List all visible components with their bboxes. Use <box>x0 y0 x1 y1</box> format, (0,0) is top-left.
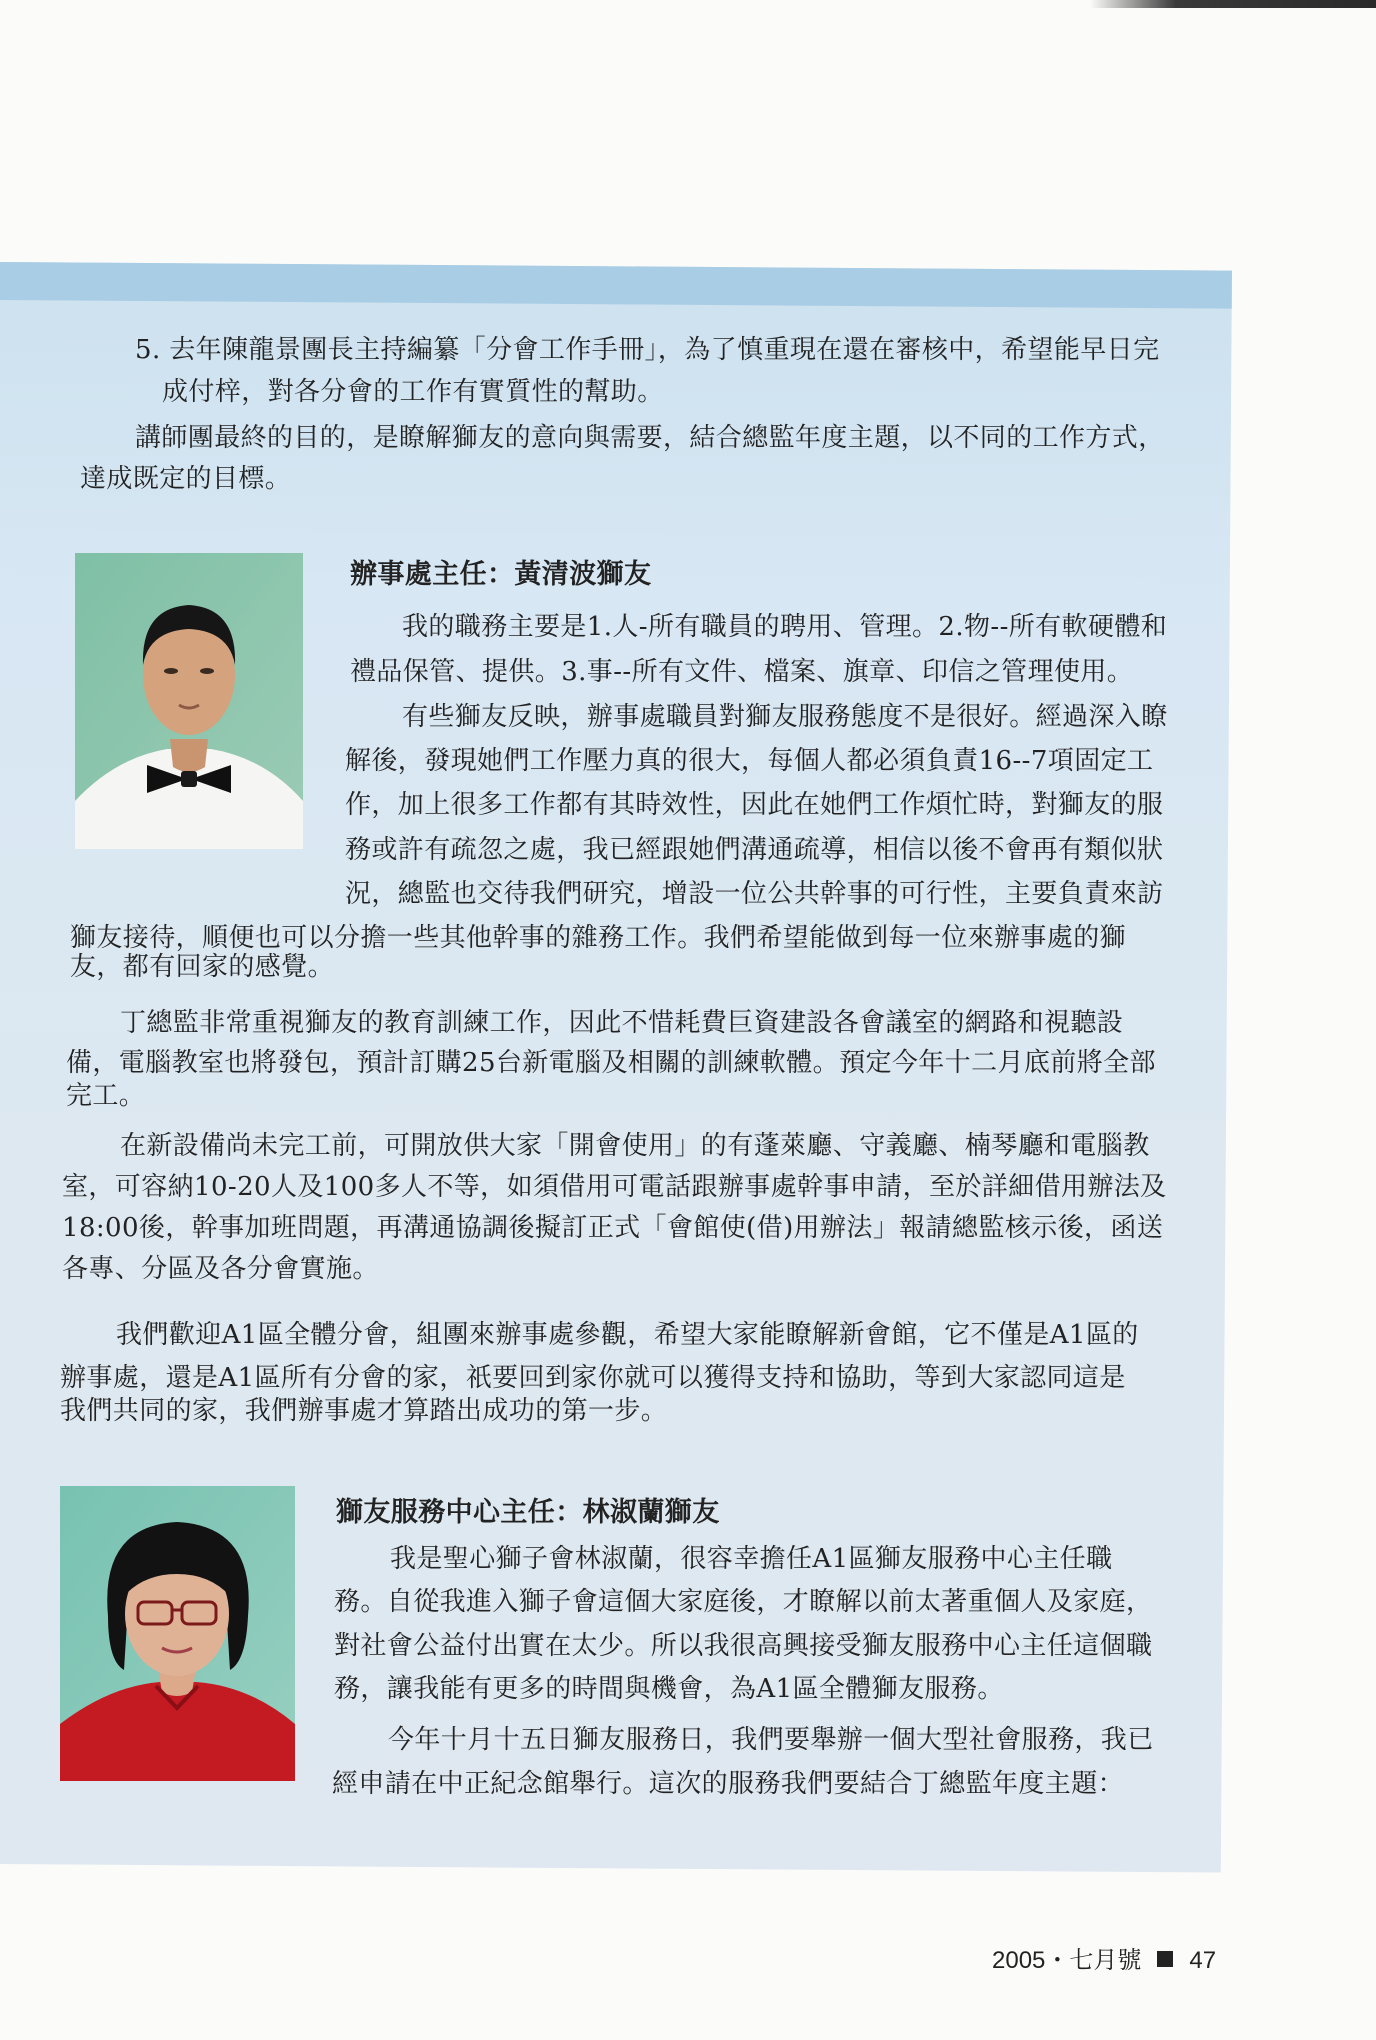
paragraph-line: 丁總監非常重視獅友的教育訓練工作，因此不惜耗費巨資建設各會議室的網路和視聽設 <box>120 1008 1124 1038</box>
paragraph-line: 經申請在中正紀念館舉行。這次的服務我們要結合丁總監年度主題： <box>332 1769 1125 1799</box>
paragraph-line: 辦事處，還是A1區所有分會的家，祇要回到家你就可以獲得支持和協助，等到大家認同這是 <box>60 1363 1126 1393</box>
paragraph-line: 在新設備尚未完工前，可開放供大家「開會使用」的有蓬萊廳、守義廳、楠琴廳和電腦教 <box>120 1131 1150 1161</box>
paragraph-line: 友，都有回家的感覺。 <box>70 952 335 982</box>
paragraph-line: 對社會公益付出實在太少。所以我很高興接受獅友服務中心主任這個職 <box>334 1631 1153 1661</box>
paragraph-line: 今年十月十五日獅友服務日，我們要舉辦一個大型社會服務，我已 <box>388 1725 1154 1755</box>
portrait-photo-lin <box>60 1486 295 1781</box>
page-footer <box>992 1940 1216 1975</box>
section-heading-office-director: 辦事處主任：黃清波獅友 <box>350 559 652 590</box>
paragraph-line: 室，可容納10-20人及100多人不等，如須借用可電話跟辦事處幹事申請，至於詳細借用辦法及 <box>62 1172 1167 1202</box>
intro-line: 達成既定的目標。 <box>80 464 292 494</box>
paragraph-line: 禮品保管、提供。3.事--所有文件、檔案、旗章、印信之管理使用。 <box>350 657 1134 687</box>
square-bullet-icon <box>1157 1951 1173 1967</box>
paragraph-line: 務，讓我能有更多的時間與機會，為A1區全體獅友服務。 <box>334 1674 1004 1704</box>
paragraph-line: 況，總監也交待我們研究，增設一位公共幹事的可行性，主要負責來訪 <box>345 879 1164 909</box>
page-number: 47 <box>1189 1947 1217 1974</box>
paragraph-line: 有些獅友反映，辦事處職員對獅友服務態度不是很好。經過深入瞭 <box>402 702 1168 732</box>
portrait-photo-huang <box>75 553 303 849</box>
paragraph-line: 我們歡迎A1區全體分會，組團來辦事處參觀，希望大家能瞭解新會館，它不僅是A1區的 <box>116 1320 1139 1350</box>
paragraph-line: 務或許有疏忽之處，我已經跟她們溝通疏導，相信以後不會再有類似狀 <box>345 835 1164 865</box>
paragraph-line: 我的職務主要是1.人-所有職員的聘用、管理。2.物--所有軟硬體和 <box>402 612 1168 642</box>
intro-line: 5. 去年陳龍景團長主持編纂「分會工作手冊」，為了慎重現在還在審核中，希望能早日完 <box>135 335 1160 365</box>
intro-line: 講師團最終的目的，是瞭解獅友的意向與需要，結合總監年度主題，以不同的工作方式， <box>135 423 1165 453</box>
paragraph-line: 備，電腦教室也將發包，預計訂購25台新電腦及相關的訓練軟體。預定今年十二月底前將全部 <box>66 1048 1156 1078</box>
paragraph-line: 解後，發現她們工作壓力真的很大，每個人都必須負責16--7項固定工 <box>345 746 1154 776</box>
paragraph-line: 完工。 <box>66 1081 146 1111</box>
paragraph-line: 作，加上很多工作都有其時效性，因此在她們工作煩忙時，對獅友的服 <box>345 790 1164 820</box>
paragraph-line: 我是聖心獅子會林淑蘭，很容幸擔任A1區獅友服務中心主任職 <box>390 1544 1113 1574</box>
intro-line: 成付梓，對各分會的工作有實質性的幫助。 <box>162 377 664 407</box>
paragraph-line: 我們共同的家，我們辦事處才算踏出成功的第一步。 <box>60 1396 668 1426</box>
section-heading-service-center-director: 獅友服務中心主任：林淑蘭獅友 <box>336 1497 720 1528</box>
paragraph-line: 18:00後，幹事加班問題，再溝通協調後擬訂正式「會館使(借)用辦法」報請總監核示後，函送 <box>62 1213 1164 1243</box>
issue-label: 2005・七月號 <box>992 1947 1142 1974</box>
paragraph-line: 獅友接待，順便也可以分擔一些其他幹事的雜務工作。我們希望能做到每一位來辦事處的獅 <box>70 923 1127 953</box>
paragraph-line: 各專、分區及各分會實施。 <box>62 1254 379 1284</box>
paragraph-line: 務。自從我進入獅子會這個大家庭後，才瞭解以前太著重個人及家庭， <box>334 1587 1153 1617</box>
